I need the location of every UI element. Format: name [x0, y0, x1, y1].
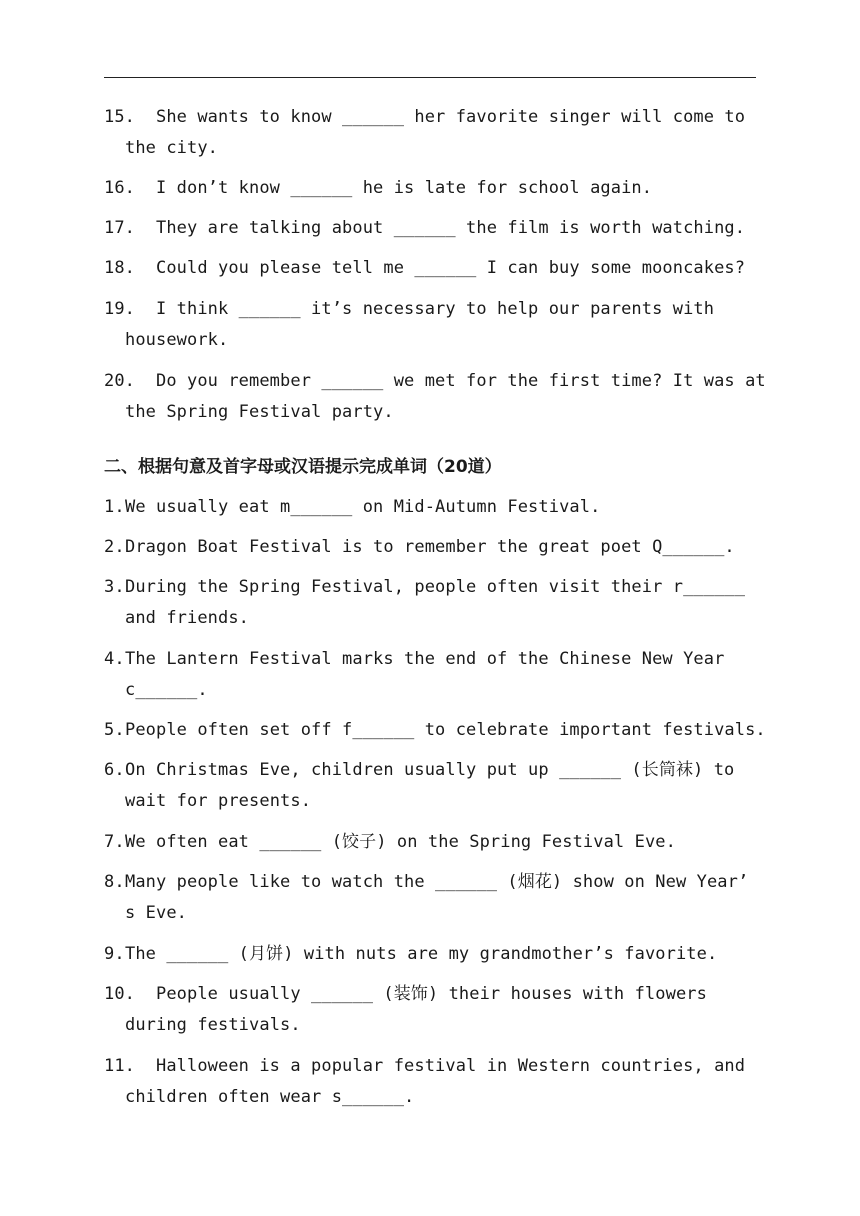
- fill-question-3: [104, 572, 756, 634]
- question-15: [104, 102, 756, 164]
- question-number: 5.: [104, 720, 125, 740]
- section-heading: 二、根据句意及首字母或汉语提示完成单词（20道）: [104, 457, 502, 477]
- question-number: 6.: [104, 760, 125, 780]
- question-17: [104, 213, 756, 244]
- question-number: 15.: [104, 107, 136, 127]
- question-text: Halloween is a popular festival in Western countries, and: [156, 1056, 746, 1076]
- question-text-continued: and friends.: [125, 608, 250, 628]
- question-number: 1.: [104, 497, 125, 517]
- question-number: 11.: [104, 1056, 136, 1076]
- fill-question-6: [104, 755, 756, 817]
- fill-question-10: [104, 979, 756, 1041]
- question-text: Do you remember ______ we met for the first time? It was at: [156, 371, 766, 391]
- fill-question-8: [104, 867, 756, 929]
- question-number: 4.: [104, 649, 125, 669]
- question-19: [104, 294, 756, 356]
- question-text: We often eat ______ (饺子) on the Spring Festival Eve.: [125, 832, 676, 852]
- question-text: On Christmas Eve, children usually put up ______ (长筒袜) to: [125, 760, 735, 780]
- question-16: [104, 173, 756, 204]
- question-text: People often set off f______ to celebrate important festivals.: [125, 720, 766, 740]
- question-number: 9.: [104, 944, 125, 964]
- question-number: 20.: [104, 371, 136, 391]
- question-text: Many people like to watch the ______ (烟花) show on New Year’: [125, 872, 749, 892]
- question-number: 19.: [104, 299, 136, 319]
- header-rule: [104, 77, 756, 78]
- fill-question-5: [104, 715, 766, 746]
- question-number: 7.: [104, 832, 125, 852]
- question-number: 8.: [104, 872, 125, 892]
- question-text: The Lantern Festival marks the end of the Chinese New Year: [125, 649, 725, 669]
- question-text: Dragon Boat Festival is to remember the great poet Q______.: [125, 537, 735, 557]
- question-number: 2.: [104, 537, 125, 557]
- question-text: Could you please tell me ______ I can buy some mooncakes?: [156, 258, 746, 278]
- question-text: People usually ______ (装饰) their houses with flowers: [156, 984, 707, 1004]
- question-text-continued: children often wear s______.: [125, 1087, 415, 1107]
- fill-question-2: [104, 532, 756, 563]
- question-number: 10.: [104, 984, 136, 1004]
- question-text-continued: during festivals.: [125, 1015, 301, 1035]
- question-text: The ______ (月饼) with nuts are my grandmother’s favorite.: [125, 944, 718, 964]
- fill-question-9: [104, 939, 756, 970]
- question-number: 17.: [104, 218, 136, 238]
- question-text-continued: c______.: [125, 680, 208, 700]
- question-text-continued: wait for presents.: [125, 791, 312, 811]
- question-text: I don’t know ______ he is late for school again.: [156, 178, 653, 198]
- question-text: They are talking about ______ the film is worth watching.: [156, 218, 746, 238]
- question-18: [104, 253, 756, 284]
- question-text-continued: s Eve.: [125, 903, 188, 923]
- question-number: 3.: [104, 577, 125, 597]
- fill-question-7: [104, 827, 756, 858]
- question-text: We usually eat m______ on Mid-Autumn Festival.: [125, 497, 601, 517]
- question-text-continued: the Spring Festival party.: [125, 402, 394, 422]
- question-text: I think ______ it’s necessary to help our parents with: [156, 299, 715, 319]
- fill-question-1: [104, 492, 756, 523]
- question-text-continued: housework.: [125, 330, 229, 350]
- question-number: 16.: [104, 178, 136, 198]
- fill-question-11: [104, 1051, 756, 1113]
- question-text-continued: the city.: [125, 138, 219, 158]
- question-number: 18.: [104, 258, 136, 278]
- question-text: During the Spring Festival, people often visit their r______: [125, 577, 746, 597]
- question-text: She wants to know ______ her favorite singer will come to: [156, 107, 746, 127]
- fill-question-4: [104, 644, 756, 706]
- question-20: [104, 366, 766, 428]
